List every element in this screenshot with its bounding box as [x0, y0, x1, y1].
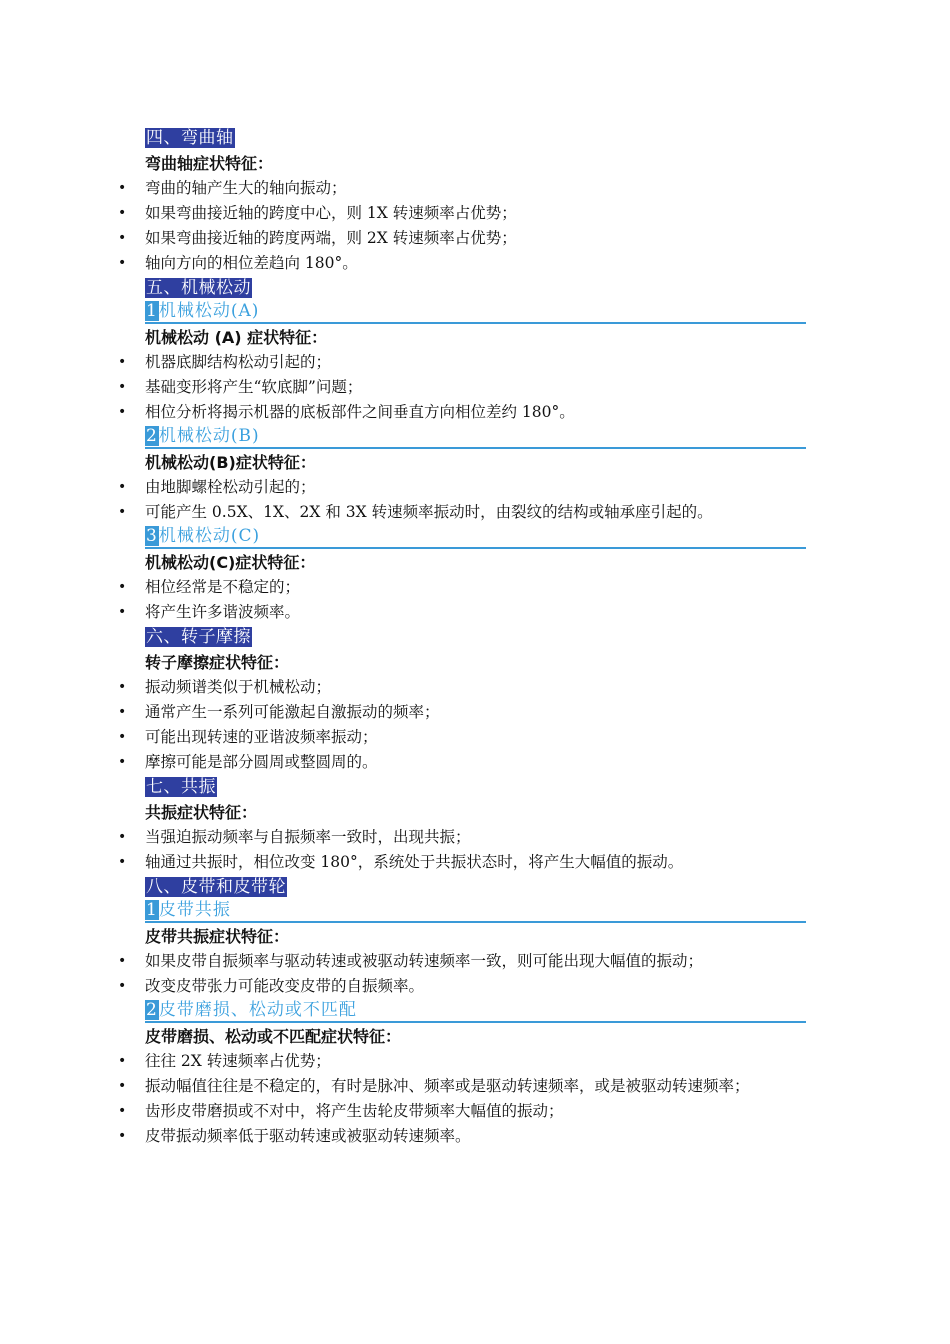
section-heading — [145, 625, 806, 649]
symptom-list — [145, 350, 806, 425]
symptom-list — [145, 949, 806, 999]
symptom-list — [145, 475, 806, 525]
list-item: • 通常产生一系列可能激起自激振动的频率； — [145, 700, 806, 725]
section-title: 八、皮带和皮带轮 — [146, 877, 286, 897]
list-item: • 轴向方向的相位差趋向 180°。 — [145, 251, 806, 276]
subsection-number: 2 — [146, 1000, 158, 1020]
subsection-number: 1 — [146, 900, 158, 920]
list-item: • 当强迫振动频率与自振频率一致时，出现共振； — [145, 825, 806, 850]
symptom-list — [145, 825, 806, 875]
list-item: • 改变皮带张力可能改变皮带的自振频率。 — [145, 974, 806, 999]
symptom-list — [145, 1049, 806, 1149]
subsection-number: 3 — [146, 526, 158, 546]
section-title: 四、弯曲轴 — [146, 128, 234, 148]
list-item: • 轴通过共振时，相位改变 180°，系统处于共振状态时，将产生大幅值的振动。 — [145, 850, 806, 875]
symptom-list — [145, 176, 806, 276]
list-item: • 如果皮带自振频率与驱动转速或被驱动转速频率一致，则可能出现大幅值的振动； — [145, 949, 806, 974]
list-item: • 往往 2X 转速频率占优势； — [145, 1049, 806, 1074]
symptom-heading: 机械松动(C)症状特征： — [145, 553, 316, 572]
section-title: 七、共振 — [146, 777, 216, 797]
list-item: • 相位经常是不稳定的； — [145, 575, 806, 600]
symptom-heading: 皮带磨损、松动或不匹配症状特征： — [145, 1027, 402, 1046]
list-item: • 齿形皮带磨损或不对中，将产生齿轮皮带频率大幅值的振动； — [145, 1099, 806, 1124]
symptom-heading: 机械松动 (A) 症状特征： — [145, 328, 328, 347]
subsection-title: 机械松动(B) — [158, 426, 260, 446]
subsection-heading — [145, 999, 806, 1023]
subsection-title: 机械松动(C) — [158, 526, 261, 546]
list-item: • 皮带振动频率低于驱动转速或被驱动转速频率。 — [145, 1124, 806, 1149]
list-item: • 振动频谱类似于机械松动； — [145, 675, 806, 700]
list-item: • 可能产生 0.5X、1X、2X 和 3X 转速频率振动时，由裂纹的结构或轴承座引起的。 — [145, 500, 806, 525]
section-heading — [145, 875, 806, 899]
section-heading — [145, 276, 806, 300]
subsection-title: 皮带磨损、松动或不匹配 — [158, 1000, 357, 1020]
list-item: • 将产生许多谐波频率。 — [145, 600, 806, 625]
symptom-list — [145, 575, 806, 625]
document-page — [0, 126, 950, 1149]
list-item: • 机器底脚结构松动引起的； — [145, 350, 806, 375]
symptom-heading: 机械松动(B)症状特征： — [145, 453, 316, 472]
list-item: • 可能出现转速的亚谐波频率振动； — [145, 725, 806, 750]
section-heading — [145, 775, 806, 799]
section-heading — [145, 126, 806, 150]
subsection-heading — [145, 899, 806, 923]
subsection-title: 机械松动(A) — [158, 301, 260, 321]
symptom-heading: 皮带共振症状特征： — [145, 927, 290, 946]
list-item: • 如果弯曲接近轴的跨度两端，则 2X 转速频率占优势； — [145, 226, 806, 251]
list-item: • 弯曲的轴产生大的轴向振动； — [145, 176, 806, 201]
section-title: 五、机械松动 — [146, 278, 251, 298]
list-item: • 振动幅值往往是不稳定的，有时是脉冲、频率或是驱动转速频率，或是被驱动转速频率； — [145, 1074, 806, 1099]
subsection-title: 皮带共振 — [158, 900, 231, 920]
list-item: • 由地脚螺栓松动引起的； — [145, 475, 806, 500]
symptom-list — [145, 675, 806, 775]
list-item: • 基础变形将产生“软底脚”问题； — [145, 375, 806, 400]
symptom-heading: 弯曲轴症状特征： — [145, 154, 274, 173]
subsection-heading — [145, 425, 806, 449]
list-item: • 相位分析将揭示机器的底板部件之间垂直方向相位差约 180°。 — [145, 400, 806, 425]
subsection-heading — [145, 300, 806, 324]
section-title: 六、转子摩擦 — [146, 627, 251, 647]
symptom-heading: 转子摩擦症状特征： — [145, 653, 290, 672]
subsection-number: 1 — [146, 301, 158, 321]
symptom-heading: 共振症状特征： — [145, 803, 258, 822]
subsection-number: 2 — [146, 426, 158, 446]
list-item: • 摩擦可能是部分圆周或整圆周的。 — [145, 750, 806, 775]
list-item: • 如果弯曲接近轴的跨度中心，则 1X 转速频率占优势； — [145, 201, 806, 226]
subsection-heading — [145, 525, 806, 549]
